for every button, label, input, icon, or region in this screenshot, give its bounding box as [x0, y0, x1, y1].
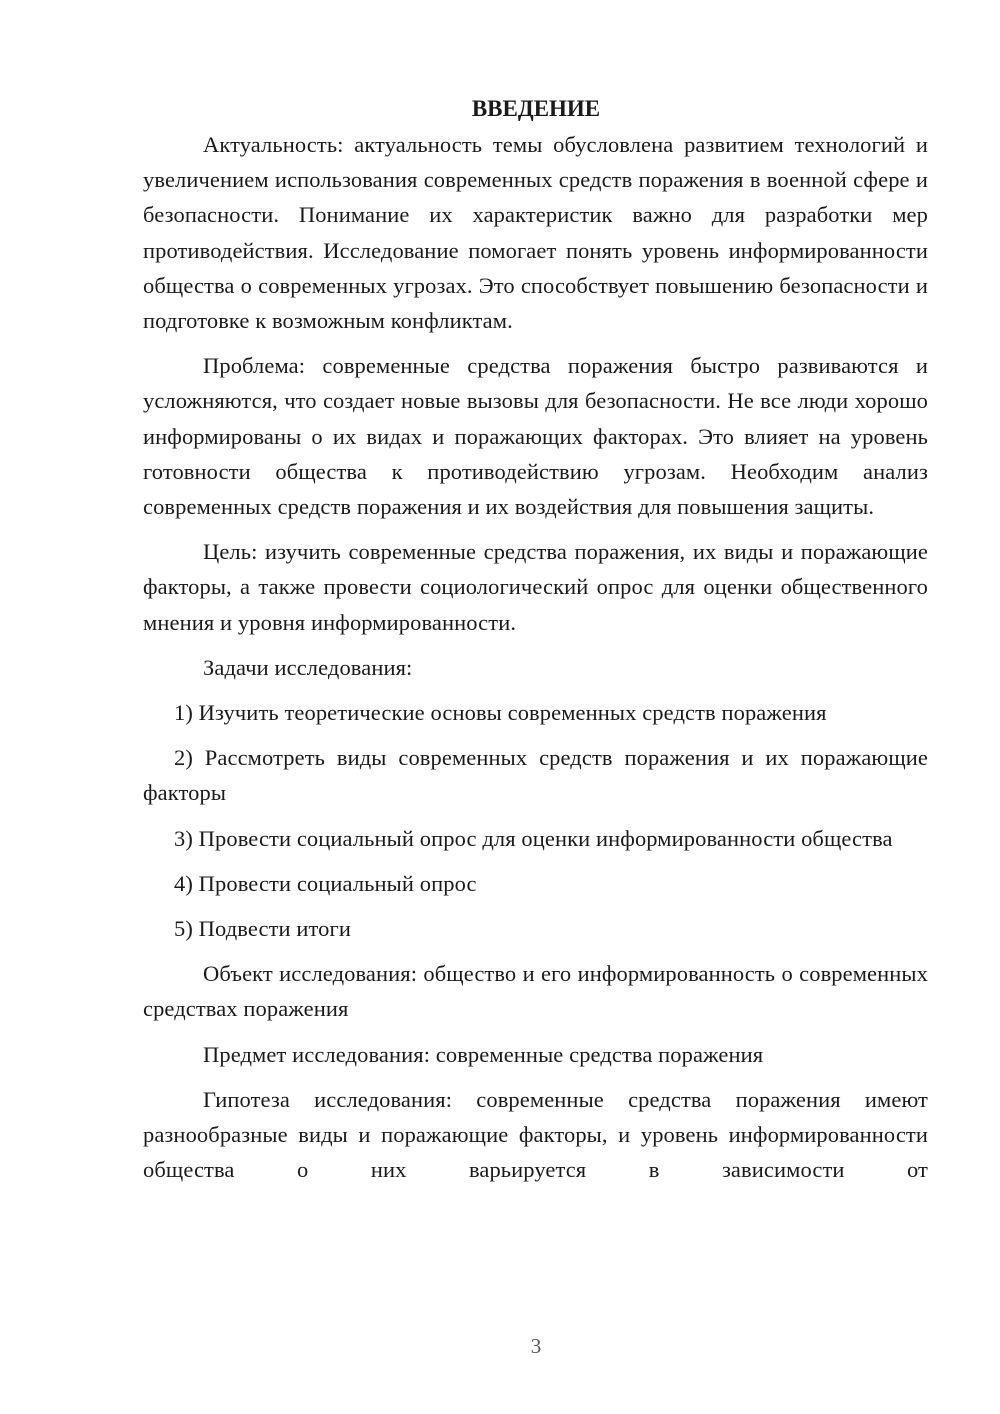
page-title: ВВЕДЕНИЕ — [471, 96, 601, 121]
research-subject-paragraph: Предмет исследования: современные средства поражения — [203, 1041, 764, 1067]
task-item-2: 2) Рассмотреть виды современных средств поражения и их поражающие факторы — [143, 745, 928, 806]
task-item-1: 1) Изучить теоретические основы современных средств поражения — [174, 700, 827, 726]
page-number: 3 — [530, 1334, 542, 1358]
problem-paragraph: Проблема: современные средства поражения быстро развиваются и усложняются, что создает новые вызовы для безопасности. Не все люди хорошо информированы о их видах и поражающих факторах. Это влияет на уровень готовности общества к противодействию угрозам. Необходим анализ современных средств поражения и их воздействия для повышения защиты. — [143, 353, 928, 520]
task-item-4: 4) Провести социальный опрос — [174, 870, 477, 896]
hypothesis-paragraph: Гипотеза исследования: современные средства поражения имеют разнообразные виды и поражающие факторы, и уровень информированности общества о них варьируется в зависимости от — [143, 1086, 928, 1183]
task-item-3: 3) Провести социальный опрос для оценки информированности общества — [174, 825, 893, 851]
goal-paragraph: Цель: изучить современные средства поражения, их виды и поражающие факторы, а также провести социологический опрос для оценки общественного мнения и уровня информированности. — [143, 539, 928, 635]
page-content — [143, 91, 928, 1187]
relevance-paragraph: Актуальность: актуальность темы обусловлена развитием технологий и увеличением использования современных средств поражения в военной сфере и безопасности. Понимание их характеристик важно для разработки мер противодействия. Исследование помогает понять уровень информированности общества о современных угрозах. Это способствует повышению безопасности и подготовке к возможным конфликтам. — [143, 132, 928, 334]
research-object-paragraph: Объект исследования: общество и его информированность о современных средствах поражения — [143, 961, 928, 1022]
task-item-5: 5) Подвести итоги — [174, 916, 351, 942]
tasks-heading: Задачи исследования: — [203, 654, 413, 680]
